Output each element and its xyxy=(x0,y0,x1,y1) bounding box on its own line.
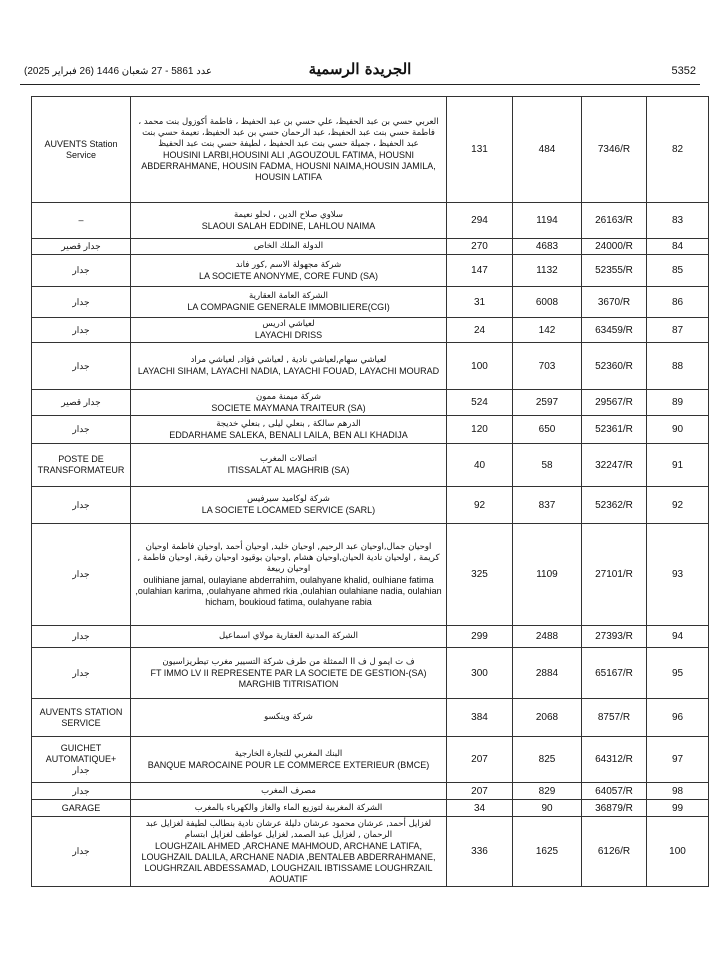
area-cell: 270 xyxy=(447,239,513,255)
land-title-cell: 63459/R xyxy=(582,318,647,343)
owner-name-arabic: شركة لوكاميد سيرفيس xyxy=(247,494,330,504)
row-number-cell: 87 xyxy=(647,318,709,343)
area-cell: 294 xyxy=(447,203,513,239)
owner-name-latin: FT IMMO LV II REPRESENTE PAR LA SOCIETE DE GESTION-(SA) MARGHIB TITRISATION xyxy=(150,667,427,689)
area-cell: 336 xyxy=(447,817,513,887)
owner-name-arabic: الشركة العامة العقارية xyxy=(249,291,328,301)
land-title-cell: 32247/R xyxy=(582,444,647,487)
owner-cell xyxy=(131,287,447,318)
owner-cell xyxy=(131,390,447,416)
observation-cell: GARAGE xyxy=(32,800,131,817)
table-row xyxy=(32,737,709,783)
area-cell: 34 xyxy=(447,800,513,817)
owner-name-arabic: لعياشي ادريس xyxy=(262,319,315,329)
owner-name-arabic: اتصالات المغرب xyxy=(260,454,317,464)
parcel-cell: 837 xyxy=(513,487,582,524)
parcel-cell: 2068 xyxy=(513,699,582,737)
parcel-cell: 2597 xyxy=(513,390,582,416)
parcel-cell: 2488 xyxy=(513,626,582,648)
parcel-cell: 1132 xyxy=(513,255,582,287)
observation-cell: POSTE DE TRANSFORMATEUR xyxy=(32,444,131,487)
observation-cell: GUICHET AUTOMATIQUE+ جدار xyxy=(32,737,131,783)
owner-cell xyxy=(131,255,447,287)
table-row xyxy=(32,487,709,524)
owner-cell xyxy=(131,97,447,203)
owner-cell xyxy=(131,318,447,343)
owner-name-arabic: الشركة المغربية لتوزيع الماء والغاز والكهرباء بالمغرب xyxy=(194,802,383,813)
row-number-cell: 98 xyxy=(647,783,709,800)
owner-name-arabic: شركة مجهولة الاسم ,كور فاند xyxy=(235,259,342,270)
parcel-cell: 484 xyxy=(513,97,582,203)
row-number-cell: 90 xyxy=(647,416,709,444)
owner-name-latin: HOUSINI LARBI,HOUSINI ALI ,AGOUZOUL FATIMA, HOUSNI ABDERRAHMANE, HOUSIN FADMA, HOUSNI NAIMA,HOUSIN JAMILA, HOUSIN LATIFA xyxy=(141,149,436,182)
row-number-cell: 85 xyxy=(647,255,709,287)
area-cell: 131 xyxy=(447,97,513,203)
owner-name-arabic: الدرهم سالكة , بنعلي ليلى , بنعلي خديجة xyxy=(216,418,361,429)
owner-name-latin: SOCIETE MAYMANA TRAITEUR (SA) xyxy=(211,402,366,413)
observation-cell: جدار xyxy=(32,416,131,444)
owner-name-arabic: الشركة المدنية العقارية مولاي اسماعيل xyxy=(219,631,358,641)
owner-cell xyxy=(131,416,447,444)
area-cell: 120 xyxy=(447,416,513,444)
land-title-cell: 52362/R xyxy=(582,487,647,524)
observation-cell: جدار xyxy=(32,487,131,524)
table-row xyxy=(32,524,709,626)
observation-cell: جدار xyxy=(32,343,131,390)
row-number-cell: 82 xyxy=(647,97,709,203)
row-number-cell: 86 xyxy=(647,287,709,318)
row-number-cell: 89 xyxy=(647,390,709,416)
row-number-cell: 95 xyxy=(647,648,709,699)
owner-name-latin: EDDARHAME SALEKA, BENALI LAILA, BEN ALI KHADIJA xyxy=(169,429,408,440)
table-row xyxy=(32,416,709,444)
owner-cell xyxy=(131,626,447,648)
owner-cell xyxy=(131,699,447,737)
table-row xyxy=(32,255,709,287)
area-cell: 325 xyxy=(447,524,513,626)
owner-cell xyxy=(131,444,447,487)
owner-cell xyxy=(131,737,447,783)
table-row xyxy=(32,626,709,648)
land-title-cell: 7346/R xyxy=(582,97,647,203)
owner-name-arabic: لعياشي سهام,لعياشي نادية , لعياشي فؤاد, لعياشي مراد xyxy=(190,355,387,365)
parcel-cell: 1194 xyxy=(513,203,582,239)
land-title-cell: 27101/R xyxy=(582,524,647,626)
observation-cell: جدار xyxy=(32,287,131,318)
owner-cell xyxy=(131,817,447,887)
parcel-cell: 1109 xyxy=(513,524,582,626)
parcel-cell: 703 xyxy=(513,343,582,390)
row-number-cell: 96 xyxy=(647,699,709,737)
observation-cell: جدار xyxy=(32,626,131,648)
observation-cell: AUVENTS Station Service xyxy=(32,97,131,203)
owner-name-latin: LA COMPAGNIE GENERALE IMMOBILIERE(CGI) xyxy=(187,302,390,312)
row-number-cell: 92 xyxy=(647,487,709,524)
row-number-cell: 88 xyxy=(647,343,709,390)
land-title-cell: 65167/R xyxy=(582,648,647,699)
row-number-cell: 91 xyxy=(647,444,709,487)
area-cell: 147 xyxy=(447,255,513,287)
owner-name-arabic: ف ت ايمو ل ف II الممثلة من طرف شركة التسيير مغرب تيطريزاسيون xyxy=(162,656,415,667)
table-row xyxy=(32,817,709,887)
area-cell: 524 xyxy=(447,390,513,416)
land-title-cell: 29567/R xyxy=(582,390,647,416)
owner-name-latin: LAYACHI SIHAM, LAYACHI NADIA, LAYACHI FOUAD, LAYACHI MOURAD xyxy=(137,366,440,376)
owner-name-latin: oulihiane jamal, oulayiane abderrahim, oulahyane khalid, oulhiane fatima ,oulahian karima, ,oulahyane ahmed rkia ,oulahian oulahiane nadia, oulahian hicham, boukioud fatima, oulahyane rabia xyxy=(135,574,442,607)
land-title-cell: 27393/R xyxy=(582,626,647,648)
area-cell: 207 xyxy=(447,737,513,783)
area-cell: 384 xyxy=(447,699,513,737)
owner-cell xyxy=(131,487,447,524)
issue-info: عدد 5861 - 27 شعبان 1446 (26 فبراير 2025) xyxy=(24,66,212,77)
land-title-cell: 64057/R xyxy=(582,783,647,800)
row-number-cell: 97 xyxy=(647,737,709,783)
owner-name-arabic: العربي حسي بن عبد الحفيظ، علي حسي بن عبد الحفيظ ، فاطمة أكوزول بنت محمد ، فاطمة حسي بنت عبد الحفيظ، عبد الرحمان حسي بن عبد الحفيظ، نعيمة حسي بنت عبد الحفيظ ، جميلة حسي بنت عبد الحفيظ ، لطيفة حسي بنت عبد الحفيظ xyxy=(138,116,439,149)
land-title-cell: 64312/R xyxy=(582,737,647,783)
owner-name-latin: LAYACHI DRISS xyxy=(254,330,323,340)
owner-cell xyxy=(131,648,447,699)
table-row xyxy=(32,318,709,343)
gazette-title: الجريدة الرسمية xyxy=(308,60,412,78)
table-row xyxy=(32,203,709,239)
owner-name-arabic: الدولة الملك الخاص xyxy=(253,241,324,251)
owner-name-latin: ITISSALAT AL MAGHRIB (SA) xyxy=(227,465,350,475)
owner-cell xyxy=(131,800,447,817)
row-number-cell: 93 xyxy=(647,524,709,626)
owner-name-latin: LA SOCIETE LOCAMED SERVICE (SARL) xyxy=(201,505,376,515)
row-number-cell: 99 xyxy=(647,800,709,817)
table-row xyxy=(32,444,709,487)
land-title-cell: 52360/R xyxy=(582,343,647,390)
owner-name-latin: LOUGHZAIL AHMED ,ARCHANE MAHMOUD, ARCHANE LATIFA, LOUGHZAIL DALILA, ARCHANE NADIA ,BENTALEB ABDERRAHMANE, LOUGHRZAIL ABDESSAMAD, LOUGHZAIL IBTISSAME LOUGHRZAIL AOUATIF xyxy=(141,840,436,884)
parcel-cell: 1625 xyxy=(513,817,582,887)
table-row xyxy=(32,699,709,737)
owner-name-latin: SLAOUI SALAH EDDINE, LAHLOU NAIMA xyxy=(201,220,376,231)
area-cell: 24 xyxy=(447,318,513,343)
table-row xyxy=(32,97,709,203)
table-row xyxy=(32,648,709,699)
parcel-cell: 4683 xyxy=(513,239,582,255)
land-title-cell: 36879/R xyxy=(582,800,647,817)
area-cell: 207 xyxy=(447,783,513,800)
observation-cell: جدار xyxy=(32,255,131,287)
observation-cell: جدار xyxy=(32,817,131,887)
owner-cell xyxy=(131,203,447,239)
row-number-cell: 83 xyxy=(647,203,709,239)
table-row xyxy=(32,287,709,318)
area-cell: 92 xyxy=(447,487,513,524)
observation-cell: جدار xyxy=(32,648,131,699)
parcel-cell: 825 xyxy=(513,737,582,783)
parcel-cell: 6008 xyxy=(513,287,582,318)
row-number-cell: 94 xyxy=(647,626,709,648)
owner-cell xyxy=(131,343,447,390)
owner-name-arabic: سلاوي صلاح الدين ، لحلو نعيمة xyxy=(233,209,343,220)
expropriation-table xyxy=(31,96,709,887)
owner-name-arabic: لغزايل أحمد, عرشان محمود عرشان دليلة عرشان نادية بنطالب لطيفة لغزايل عبد الرحمان , لغزايل عبد الصمد, لغزايل عواطف لغزايل ابتسام xyxy=(145,818,432,840)
observation-cell: جدار xyxy=(32,318,131,343)
land-title-cell: 8757/R xyxy=(582,699,647,737)
parcel-cell: 142 xyxy=(513,318,582,343)
row-number-cell: 84 xyxy=(647,239,709,255)
owner-name-latin: LA SOCIETE ANONYME, CORE FUND (SA) xyxy=(198,270,379,281)
owner-cell xyxy=(131,783,447,800)
area-cell: 299 xyxy=(447,626,513,648)
observation-cell: جدار قصير xyxy=(32,239,131,255)
table-row xyxy=(32,343,709,390)
table-row xyxy=(32,800,709,817)
row-number-cell: 100 xyxy=(647,817,709,887)
page-header xyxy=(20,58,700,85)
parcel-cell: 829 xyxy=(513,783,582,800)
area-cell: 100 xyxy=(447,343,513,390)
owner-name-latin: BANQUE MAROCAINE POUR LE COMMERCE EXTERIEUR (BMCE) xyxy=(147,759,430,770)
observation-cell: AUVENTS STATION SERVICE xyxy=(32,699,131,737)
land-title-cell: 3670/R xyxy=(582,287,647,318)
land-title-cell: 52361/R xyxy=(582,416,647,444)
observation-cell: جدار xyxy=(32,524,131,626)
owner-name-arabic: اوحيان جمال,اوحيان عبد الرحيم, اوحيان خليد, اوحيان أحمد ,اوحيان فاطمة اوحيان كريمة , اولحيان نادية الحيان,اوحيان هشام ,اوحيان بوقيود اوحيان رقية, اوحيان فاطمة , اوحيان ربيعة xyxy=(137,541,440,574)
observation-cell: جدار xyxy=(32,783,131,800)
owner-cell xyxy=(131,239,447,255)
observation-cell: جدار قصير xyxy=(32,390,131,416)
land-title-cell: 24000/R xyxy=(582,239,647,255)
table-row xyxy=(32,390,709,416)
land-title-cell: 52355/R xyxy=(582,255,647,287)
area-cell: 300 xyxy=(447,648,513,699)
parcel-cell: 2884 xyxy=(513,648,582,699)
area-cell: 31 xyxy=(447,287,513,318)
table-row xyxy=(32,783,709,800)
page-number: 5352 xyxy=(671,65,696,77)
owner-cell xyxy=(131,524,447,626)
land-title-cell: 26163/R xyxy=(582,203,647,239)
land-title-cell: 6126/R xyxy=(582,817,647,887)
parcel-cell: 90 xyxy=(513,800,582,817)
owner-name-arabic: مصرف المغرب xyxy=(261,785,316,796)
owner-name-arabic: البنك المغربي للتجارة الخارجية xyxy=(234,748,343,759)
owner-name-arabic: شركة ميمنة ممون xyxy=(255,391,322,402)
parcel-cell: 58 xyxy=(513,444,582,487)
owner-name-arabic: شركة وينكسو xyxy=(264,712,313,722)
area-cell: 40 xyxy=(447,444,513,487)
parcel-cell: 650 xyxy=(513,416,582,444)
table-row xyxy=(32,239,709,255)
observation-cell: – xyxy=(32,203,131,239)
